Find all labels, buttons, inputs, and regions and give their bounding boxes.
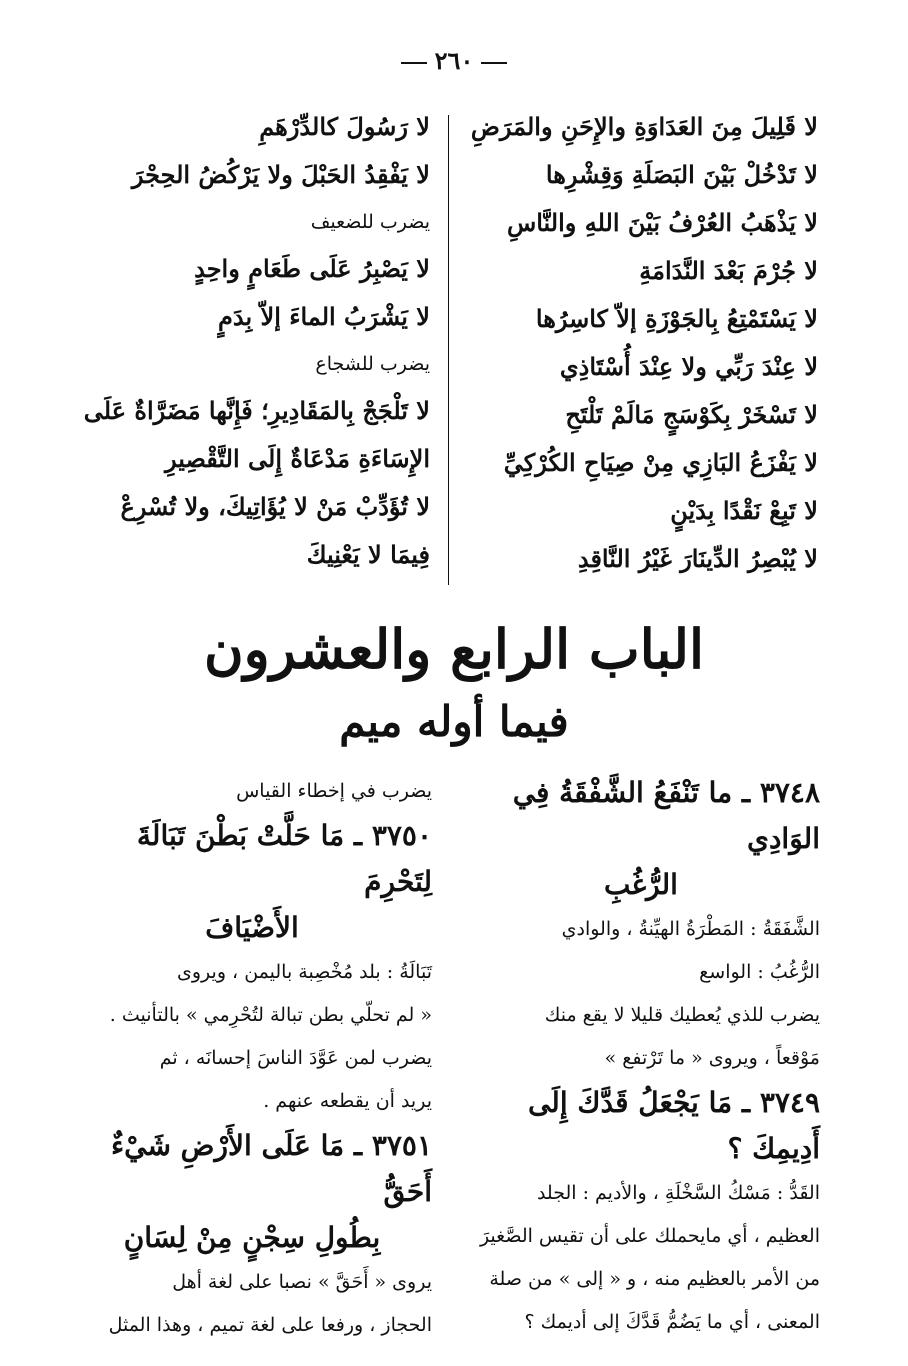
entry-heading-continuation: الأَضْيَافَ [205, 911, 299, 944]
proverb-line: لا تُؤَدِّبْ مَنْ لا يُؤَاتِيكَ، ولا تُسْرِعْ [120, 492, 430, 521]
page-number-dash-right [481, 62, 507, 64]
proverb-line: لا يَشْرَبُ الماءَ إلاّ بِدَمٍ [218, 302, 430, 331]
entry-body-line: القَدُّ : مَسْكُ السَّخْلَةِ ، والأديم : الجلد [536, 1182, 820, 1204]
proverb-line: لا يَفْقِدُ الحَبْلَ ولا يَرْكُضُ الحِجْرَ [131, 160, 430, 189]
entry-body-line: المعنى ، أي ما يَضُمُّ قَدَّكَ إلى أديمك ؟ [524, 1311, 820, 1333]
proverb-line: فِيمَا لا يَعْنِيكَ [306, 540, 430, 569]
proverb-line: لا يُبْصِرُ الدِّينَارَ غَيْرُ النَّاقِدِ [577, 544, 818, 573]
entry-body-line: العظيم ، أي مايحملك على أن تقيس الصَّغيرَ [479, 1225, 820, 1247]
entry-heading-continuation: الرُّغُبِ [604, 868, 678, 901]
entry-body-line: يضرب للذي يُعطيك قليلا لا يقع منك [544, 1004, 820, 1026]
proverb-line: لا عِنْدَ رَبِّي ولا عِنْدَ أُسْتَاذِي [559, 352, 818, 381]
proverb-line: لا تَلْجَجْ بِالمَقَادِيرِ؛ فَإِنَّها مَضَرَّاةٌ عَلَى [83, 396, 430, 425]
proverb-note: يضرب للضعيف [310, 211, 430, 233]
proverb-line: لا جُرْمَ بَعْدَ النَّدَامَةِ [639, 256, 818, 285]
entry-body-line: الشَّفَقَةُ : المَطْرَةُ الهيِّنةُ ، والوادي [561, 918, 820, 940]
entry-heading: ٣٧٤٩ ـ مَا يَجْعَلُ قَدَّكَ إِلَى أَدِيمِكَ ؟ [527, 1086, 820, 1165]
entry-body-line: « لم تحلّي بطن تبالة لتُحْرِمي » بالتأنيث . [109, 1004, 432, 1026]
chapter-subtitle: فيما أوله ميم [339, 697, 569, 746]
column-divider [448, 115, 449, 585]
proverb-line: لا يَسْتَمْتِعُ بِالجَوْزَةِ إلاّ كاسِرُها [535, 304, 818, 333]
entry-body-line: الحجاز ، ورفعا على لغة تميم ، وهذا المثل [108, 1314, 432, 1336]
entry-body-line: مَوْقعاً ، ويروى « ما تَرْتفع » [604, 1047, 820, 1069]
proverb-line: لا يَذْهَبُ العُرْفُ بَيْنَ اللهِ والنَّاسِ [506, 208, 818, 237]
entry-body-line: يروى « أَحَقَّ » نصبا على لغة أهل [172, 1271, 432, 1293]
entries-left-column [72, 770, 432, 1347]
page-number-dash-left [401, 62, 427, 64]
proverb-note: يضرب للشجاع [315, 353, 430, 375]
entry-heading: ٣٧٥١ ـ مَا عَلَى الأَرْضِ شَيْءٌ أَحَقُّ [110, 1129, 432, 1208]
entry-body-line: تَبَالَةُ : بلد مُخْصِبة باليمن ، ويروى [177, 961, 432, 983]
entry-body-line: يريد أن يقطعه عنهم . [263, 1090, 432, 1112]
proverb-line: لا تَدْخُلْ بَيْنَ البَصَلَةِ وَقِشْرِها [545, 160, 818, 189]
proverbs-right-column [458, 103, 818, 583]
entry-heading: ٣٧٥٠ ـ مَا حَلَّتْ بَطْنَ تَبَالَةَ لِتَحْرِمَ [136, 819, 432, 898]
page-number-text: ٢٦٠ [434, 46, 474, 75]
entry-body-line: الرُّغُبُ : الواسع [699, 961, 820, 983]
proverb-line: الإِسَاءَةِ مَدْعَاةٌ إِلَى التَّقْصِيرِ [164, 444, 430, 473]
entry-heading: ٣٧٤٨ ـ ما تَنْفَعُ الشَّفْقَةُ فِي الوَادِي [512, 776, 820, 855]
entry-heading-continuation: بِطُولِ سِجْنٍ مِنْ لِسَانٍ [123, 1221, 381, 1254]
chapter-title: الباب الرابع والعشرون [204, 617, 704, 681]
entries-right-column [462, 770, 820, 1344]
proverb-line: لا رَسُولَ كالدِّرْهَمِ [259, 112, 430, 141]
page-number [0, 46, 908, 75]
proverb-line: لا تَسْخَرْ بِكَوْسَجٍ مَالَمْ تَلْتَحِ [565, 400, 818, 429]
proverb-line: لا تَبِعْ نَقْدًا بِدَيْنٍ [670, 496, 818, 525]
proverb-line: لا قَلِيلَ مِنَ العَدَاوَةِ والإِحَنِ والمَرَضِ [470, 112, 818, 141]
proverb-line: لا يَفْزَعُ البَازِي مِنْ صِيَاحِ الكُرْكِيِّ [503, 448, 818, 477]
proverb-line: لا يَصْبِرُ عَلَى طَعَامٍ واحِدٍ [194, 254, 430, 283]
entry-body-line: يضرب في إخطاء القياس [236, 780, 432, 802]
entry-body-line: من الأمر بالعظيم منه ، و « إلى » من صلة [489, 1268, 820, 1290]
proverbs-left-column [70, 103, 430, 579]
entry-body-line: يضرب لمن عَوَّدَ الناسَ إحسانَه ، ثم [159, 1047, 432, 1069]
